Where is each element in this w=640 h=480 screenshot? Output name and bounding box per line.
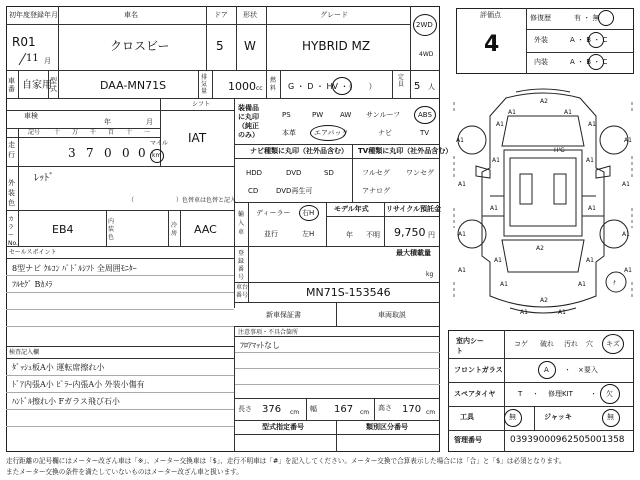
disp-label: 排気量: [201, 74, 208, 95]
doors-value: 5: [216, 39, 224, 53]
manage-value: 03939000962505001358: [510, 435, 625, 445]
nav-hdd: HDD: [246, 169, 263, 177]
reg-month-value: 11: [26, 53, 39, 64]
disp-unit: cc: [256, 85, 263, 92]
front-glass-label: フロントガラス: [454, 366, 503, 374]
front-glass-a: A: [544, 366, 549, 374]
ext-color-value: ﾚｯﾄﾞ: [34, 173, 54, 184]
mark-a1-7: A1: [492, 157, 500, 164]
model-year-unit: 年: [346, 231, 353, 239]
drive-2wd: 2WD: [416, 21, 433, 29]
equip-tv: TV: [420, 129, 430, 137]
type-designation-label: 型式指定番号: [262, 423, 304, 431]
repair-selected-circle: [598, 10, 614, 26]
plate-value: 自家用: [22, 80, 52, 91]
mark-a1-16: A1: [586, 257, 594, 264]
front-glass-dot: ・: [564, 366, 571, 374]
height-value: 170: [402, 404, 422, 415]
mark-a2-mid: A2: [536, 245, 544, 252]
mark-a1-19: A1: [520, 309, 528, 316]
model-year-label: モデル年式: [334, 205, 369, 213]
grade-label: グレード: [320, 11, 348, 19]
cap-label: 定員: [398, 74, 405, 88]
plate-label: 車番: [8, 77, 15, 93]
equip-abs: ABS: [418, 111, 432, 119]
seat-label: 室内シート: [456, 337, 484, 355]
mark-a1-10: A1: [622, 181, 630, 188]
mark-a1-21: A1: [458, 267, 466, 274]
sales-points-label: セールスポイント: [9, 249, 57, 256]
mark-a1-11: A1: [490, 205, 498, 212]
digit-header-5: 十: [126, 129, 133, 136]
mark-a1-8: A1: [586, 157, 594, 164]
inspection-month: 月: [146, 118, 153, 126]
tools-value: 無: [509, 413, 516, 421]
width-label: 幅: [310, 405, 317, 413]
import-right: 右H: [302, 209, 315, 217]
digit-1: 3: [68, 146, 76, 160]
equip-aw: AW: [340, 111, 352, 119]
new-car-warranty: 新車保証書: [266, 311, 301, 319]
shift-label: シフト: [192, 101, 211, 108]
unit-km: km: [152, 152, 162, 159]
nav-dvd-play: DVD再生可: [276, 187, 313, 195]
width-value: 167: [334, 404, 354, 415]
shape-label: 形状: [243, 11, 257, 19]
disp-value: 1000: [228, 80, 256, 93]
doors-label: ドア: [214, 11, 228, 19]
int-color-label: 内装色: [108, 218, 115, 241]
footer-line-2: またメーター交換の条件を満たしていないものはメーター改ざん車と扱います。: [6, 468, 243, 476]
seat-item-kizu: キズ: [606, 340, 620, 348]
jack-value: 無: [607, 413, 614, 421]
seat-item-yogore: 汚れ: [564, 340, 578, 348]
sales-line-1: 8型ナビ ｸﾙｺﾝ ﾊﾟﾄﾞﾙｼﾌﾄ 全周囲ﾓﾆﾀｰ: [12, 264, 137, 273]
recycle-value: 9,750: [394, 226, 426, 239]
mark-a1-2: A1: [564, 109, 572, 116]
digit-header-6: 一: [144, 129, 151, 136]
drive-4wd: 4WD: [419, 51, 434, 58]
grade-value: HYBRID MZ: [302, 39, 371, 53]
nav-title: ナビ種類に丸印（社外品含む）: [250, 147, 348, 155]
repair-label: 修復歴: [530, 14, 551, 22]
front-glass-replace: ×要入: [578, 366, 598, 374]
fuel-label: 燃料: [270, 77, 277, 92]
equip-label: 装備品に丸印（純正のみ）: [238, 104, 259, 139]
cap-unit: 人: [428, 83, 435, 91]
int-grade-options: A ・ B ・ C: [570, 58, 608, 66]
fuel-hv-circle: [332, 77, 352, 95]
inspector-label: 検査記入欄: [9, 349, 40, 356]
car-manual: 車両取説: [378, 311, 406, 319]
equip-sunroof: サンルーフ: [366, 111, 401, 119]
inspection-year: 年: [104, 118, 111, 126]
tv-oneseg: ワンセグ: [406, 169, 434, 177]
mark-a2-top: A2: [540, 98, 548, 105]
car-name-value: クロスビー: [110, 39, 170, 53]
mark-circle-na: ﾅ: [613, 280, 617, 287]
model-year-unknown: 不明: [366, 231, 380, 239]
manage-label: 管理番号: [454, 436, 482, 444]
digit-header-0: 記号: [28, 129, 41, 136]
digit-header-1: 十: [54, 129, 61, 136]
spare-t: T: [518, 390, 523, 398]
reg-year-value: R01: [12, 35, 36, 49]
digit-header-2: 万: [72, 129, 79, 136]
mark-a1-15: A1: [494, 257, 502, 264]
digit-header-3: 千: [90, 129, 97, 136]
travel-label: 走行: [8, 141, 15, 159]
digit-header-4: 百: [108, 129, 115, 136]
notes-line-1: ﾌﾛｱﾏｯﾄなし: [240, 341, 280, 350]
nav-dvd: DVD: [286, 169, 302, 177]
height-unit: cm: [426, 409, 436, 416]
shape-value: W: [244, 39, 256, 53]
spare-dot-2: ・: [590, 390, 597, 398]
sales-line-2: ﾌﾙｾｸﾞ Bｶﾒﾗ: [12, 280, 53, 289]
reg-month-unit: 月: [44, 57, 51, 65]
spare-dot-1: ・: [532, 390, 539, 398]
cool-label: 冷房: [171, 222, 178, 237]
mark-a1-1: A1: [508, 109, 516, 116]
car-name-label: 車名: [124, 11, 138, 19]
model-value: DAA-MN71S: [100, 79, 167, 92]
mark-a1-17: A1: [500, 281, 508, 288]
length-label: 長さ: [238, 405, 252, 413]
spare-missing: 欠: [606, 390, 613, 398]
height-label: 高さ: [378, 404, 392, 412]
mark-a1-12: A1: [588, 205, 596, 212]
equip-ps: PS: [282, 111, 291, 119]
spare-tire-label: スペアタイヤ: [454, 390, 496, 398]
cool-value: AAC: [194, 223, 217, 236]
import-parallel: 並行: [264, 230, 278, 238]
tv-analog: アナログ: [362, 187, 390, 195]
ext-grade-options: A ・ B ・ C: [570, 36, 608, 44]
mark-a1-13: A1: [458, 231, 466, 238]
repair-options: 有 ・ 無: [574, 14, 600, 22]
inspection-label: 車検: [24, 112, 38, 120]
seat-item-ana: 穴: [586, 340, 593, 348]
fuel-options: G ・ D ・ HV ・（ ）: [288, 82, 377, 91]
reg-year-label: 初年度登録年月: [9, 11, 58, 19]
ext-grade-label: 外装: [534, 36, 548, 44]
digit-5: 0: [138, 146, 146, 160]
seat-item-koge: コゲ: [514, 340, 528, 348]
jack-label: ジャッキ: [544, 413, 572, 421]
color-code-label: カラーNo.: [8, 216, 18, 247]
equip-navi: ナビ: [378, 129, 392, 137]
tools-label: 工具: [460, 413, 474, 421]
inspector-line-3: ﾊﾝﾄﾞﾙ擦れ小 Fガラス飛び石小: [12, 397, 120, 406]
mark-a1-18: A1: [578, 281, 586, 288]
reg-no-label: 登録番号: [238, 250, 245, 281]
model-label: 型式: [50, 77, 57, 93]
mark-a1-5: A1: [456, 137, 464, 144]
mark-hg: H'G: [554, 147, 565, 154]
recycle-unit: 円: [428, 231, 435, 239]
digit-3: 0: [104, 146, 112, 160]
equip-leather: 本革: [282, 129, 296, 137]
unit-mile: マイル: [150, 140, 168, 147]
score-value: 4: [484, 32, 500, 57]
spare-kit: 修理KIT: [548, 390, 573, 398]
class-label: 類別区分番号: [366, 423, 408, 431]
mark-a1-14: A1: [622, 231, 630, 238]
int-grade-label: 内装: [534, 58, 548, 66]
length-unit: cm: [290, 409, 300, 416]
notes-label: 注意事項・不具合箇所: [238, 329, 299, 336]
mark-a1-3: A1: [496, 121, 504, 128]
int-grade-circle: [588, 54, 604, 70]
equip-pw: PW: [312, 111, 324, 119]
color-code-value: EB4: [52, 223, 74, 236]
chassis-label: 車台番号: [236, 284, 249, 299]
mark-a1-20: A1: [558, 309, 566, 316]
import-left: 左H: [302, 230, 315, 238]
import-dealer: ディーラー: [256, 209, 291, 217]
color-note: （ ）色替車は色替と記入: [128, 197, 237, 204]
width-unit: cm: [360, 409, 370, 416]
footer-line-1: 走行距離の記号欄にはメーター改ざん車は「※」、メーター交換車は「$」、走行不明車は「#」を記入してください。メーター交換で合算表示した場合には「合」と「$」は必須となります。: [6, 457, 566, 465]
seat-item-yabure: 破れ: [540, 340, 554, 348]
car-diagram: [446, 86, 640, 330]
mark-a2-bottom: A2: [540, 297, 548, 304]
inspector-line-2: ﾄﾞｱ内張A小 ﾋﾟﾗｰ内張A小 外装小傷有: [12, 380, 145, 389]
recycle-label: リサイクル預託金: [386, 205, 442, 213]
chassis-value: MN71S-153546: [306, 286, 391, 299]
digit-2: 7: [86, 146, 94, 160]
score-label: 評価点: [480, 11, 501, 19]
equip-airbag: エアバック: [314, 129, 349, 137]
mark-a1-9: A1: [458, 181, 466, 188]
load-label: 最大積載量: [396, 249, 431, 257]
load-unit: kg: [426, 271, 434, 278]
shift-value: IAT: [188, 131, 207, 145]
mark-a1-22: A1: [624, 267, 632, 274]
ext-grade-circle: [588, 32, 604, 48]
nav-cd: CD: [248, 187, 259, 195]
tv-title: TV種類に丸印（社外品含む）: [358, 147, 453, 155]
inspector-line-1: ﾀﾞｯｼｭ板A小 運転席擦れ小: [12, 363, 105, 372]
tv-fullseg: フルセグ: [362, 169, 390, 177]
mark-a1-4: A1: [588, 121, 596, 128]
nav-sd: SD: [324, 169, 334, 177]
import-label: 輸入車: [238, 211, 245, 236]
cap-value: 5: [414, 81, 421, 92]
digit-4: 0: [122, 146, 130, 160]
length-value: 376: [262, 404, 282, 415]
ext-color-label: 外装色: [8, 179, 15, 207]
mark-a1-6: A1: [624, 137, 632, 144]
